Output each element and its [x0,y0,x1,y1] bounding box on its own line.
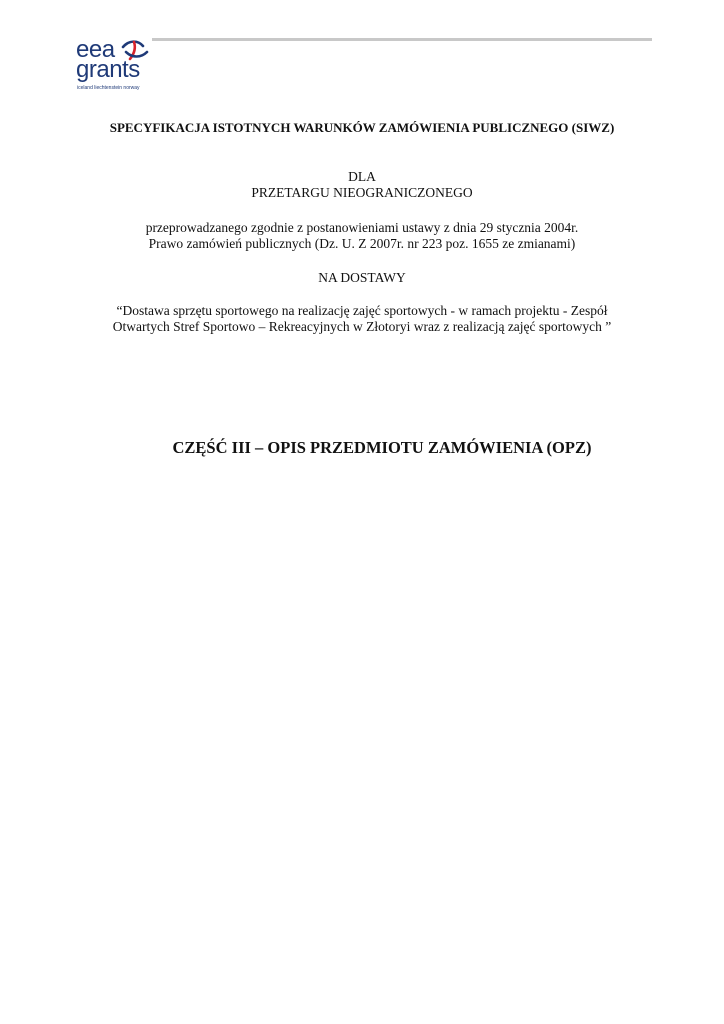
supply-label: NA DOSTAWY [318,270,406,285]
header-rule [152,38,652,41]
logo-word-grants: grants [76,56,140,83]
eea-grants-logo [76,36,166,94]
tender-type: PRZETARGU NIEOGRANICZONEGO [251,185,473,200]
eea-grants-logo-mark-icon [120,38,150,64]
logo-countries: iceland liechtenstein norway [77,85,140,91]
part-title: CZĘŚĆ III – OPIS PRZEDMIOTU ZAMÓWIENIA (OPZ) [172,438,592,457]
dla-label: DLA [348,169,376,184]
logo-word-eea: eea [76,36,115,63]
project-name-line-2: Otwartych Stref Sportowo – Rekreacyjnych w Złotoryi wraz z realizacją zajęć sportowych ” [112,319,612,334]
specification-title: SPECYFIKACJA ISTOTNYCH WARUNKÓW ZAMÓWIENIA PUBLICZNEGO (SIWZ) [109,120,615,135]
law-reference-line-1: przeprowadzanego zgodnie z postanowieniami ustawy z dnia 29 stycznia 2004r. [145,220,579,235]
project-name-line-1: “Dostawa sprzętu sportowego na realizację zajęć sportowych - w ramach projektu - Zespół [116,303,608,318]
law-reference-line-2: Prawo zamówień publicznych (Dz. U. Z 2007r. nr 223 poz. 1655 ze zmianami) [148,236,576,251]
